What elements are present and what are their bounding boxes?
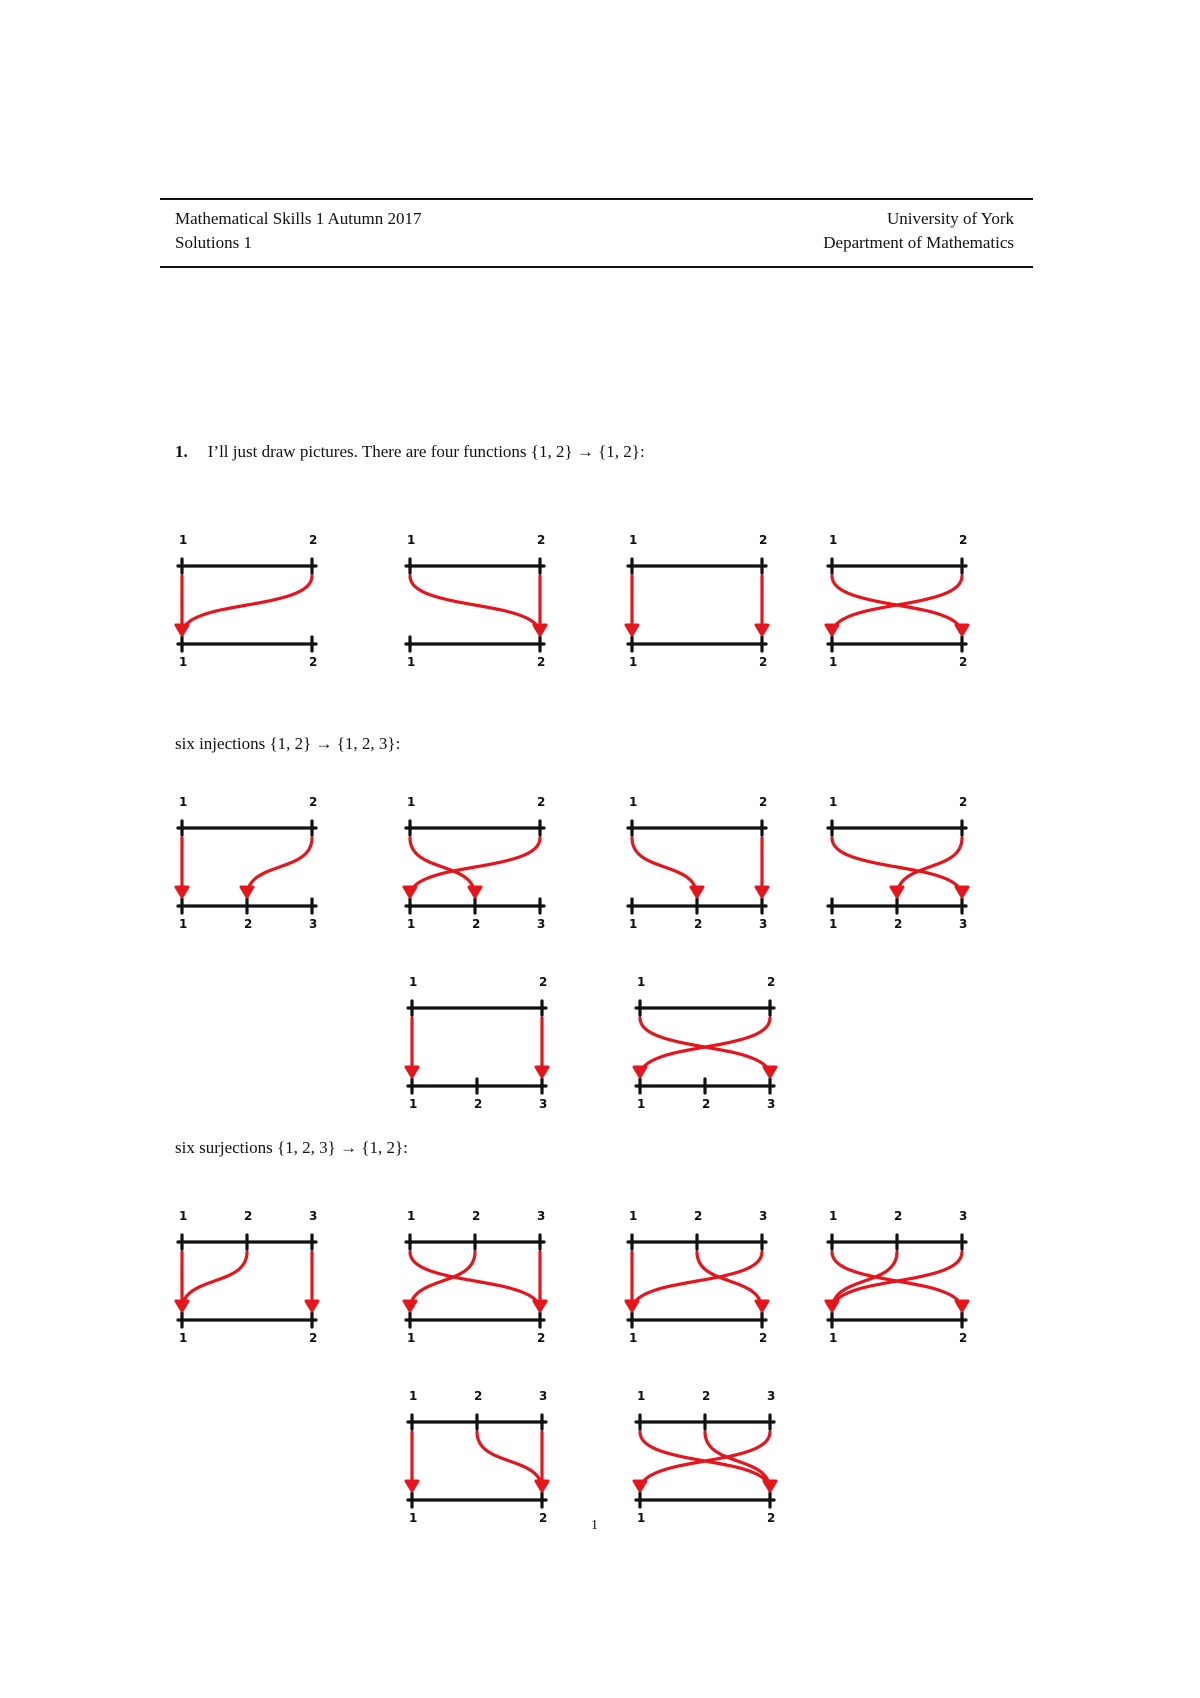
arrowhead [406,1067,418,1077]
arrowhead [756,887,768,897]
codomain-label: 2 [959,655,968,669]
header-rule-bottom [160,266,1033,268]
codomain-label: 1 [637,1511,646,1525]
codomain-label: 1 [629,1331,638,1345]
arrowhead [404,1301,416,1311]
map-arrow [897,838,962,896]
injection-diagram-5 [400,962,570,1112]
codomain-label: 2 [309,1331,318,1345]
codomain-label: 2 [767,1511,776,1525]
codomain-label: 1 [179,917,188,931]
question-number: 1. [175,442,188,461]
domain-label: 2 [702,1389,711,1403]
arrowhead [536,1481,548,1491]
arrowhead [536,1067,548,1077]
domain-label: 3 [537,1209,546,1223]
map-arrow [182,576,312,634]
arrowhead [306,1301,318,1311]
codomain-label: 2 [537,1331,546,1345]
map-arrow [632,838,697,896]
domain-label: 1 [829,795,838,809]
codomain-label: 2 [959,1331,968,1345]
domain-label: 2 [472,1209,481,1223]
surjection-diagram-3 [620,1196,790,1346]
arrowhead [469,887,481,897]
injection-diagram-6 [628,962,798,1112]
arrowhead [176,1301,188,1311]
map-arrow [410,838,475,896]
codomain-label: 3 [767,1097,776,1111]
function-diagram-3 [620,520,790,670]
arrowhead [626,1301,638,1311]
codomain-label: 2 [694,917,703,931]
domain-label: 2 [537,533,546,547]
arrowhead [406,1481,418,1491]
domain-label: 1 [409,975,418,989]
injection-diagram-4 [820,782,990,932]
codomain-label: 3 [959,917,968,931]
codomain-label: 2 [894,917,903,931]
arrowhead [691,887,703,897]
arrowhead [891,887,903,897]
codomain-label: 2 [309,655,318,669]
codomain-label: 3 [309,917,318,931]
arrowhead [956,1301,968,1311]
map-arrow [410,576,540,634]
injection-diagram-3 [620,782,790,932]
arrowhead [534,625,546,635]
codomain-label: 3 [759,917,768,931]
codomain-label: 2 [474,1097,483,1111]
codomain-label: 1 [829,1331,838,1345]
codomain-label: 2 [759,1331,768,1345]
codomain-label: 2 [244,917,253,931]
domain-label: 1 [409,1389,418,1403]
university-name: University of York [886,209,1014,228]
domain-label: 3 [539,1389,548,1403]
surjection-diagram-2 [398,1196,568,1346]
domain-label: 2 [539,975,548,989]
arrowhead [634,1067,646,1077]
map-arrow [247,838,312,896]
domain-label: 2 [309,533,318,547]
domain-label: 1 [407,1209,416,1223]
sheet-title: Solutions 1 [175,233,252,252]
domain-label: 3 [767,1389,776,1403]
codomain-label: 2 [702,1097,711,1111]
domain-label: 1 [407,795,416,809]
codomain-label: 1 [409,1511,418,1525]
codomain-label: 2 [537,655,546,669]
domain-label: 2 [244,1209,253,1223]
arrowhead [404,887,416,897]
domain-label: 1 [829,533,838,547]
domain-label: 1 [629,533,638,547]
map-arrow [705,1432,770,1490]
domain-label: 2 [309,795,318,809]
domain-label: 3 [309,1209,318,1223]
course-title: Mathematical Skills 1 Autumn 2017 [175,209,422,228]
map-arrow [697,1252,762,1310]
domain-label: 1 [637,1389,646,1403]
codomain-label: 1 [407,655,416,669]
arrowhead [764,1481,776,1491]
function-diagram-1 [170,520,340,670]
injection-diagram-2 [398,782,568,932]
domain-label: 1 [179,533,188,547]
map-arrow [477,1432,542,1490]
surjection-diagram-5 [400,1376,570,1526]
map-arrow [832,576,962,634]
codomain-label: 1 [179,655,188,669]
codomain-label: 3 [537,917,546,931]
domain-label: 2 [767,975,776,989]
codomain-label: 1 [407,1331,416,1345]
codomain-label: 3 [539,1097,548,1111]
arrowhead [634,1481,646,1491]
domain-label: 1 [179,1209,188,1223]
arrowhead [956,625,968,635]
domain-label: 2 [759,533,768,547]
arrowhead [534,1301,546,1311]
domain-label: 3 [759,1209,768,1223]
surjection-diagram-4 [820,1196,990,1346]
map-arrow [640,1018,770,1076]
header-rule-top [160,198,1033,200]
arrowhead [826,625,838,635]
function-diagram-2 [398,520,568,670]
surjection-diagram-1 [170,1196,340,1346]
injection-diagram-1 [170,782,340,932]
codomain-label: 1 [409,1097,418,1111]
domain-label: 2 [894,1209,903,1223]
surjection-diagram-6 [628,1376,798,1526]
codomain-label: 1 [179,1331,188,1345]
domain-label: 1 [407,533,416,547]
domain-label: 1 [629,795,638,809]
map-arrow [182,1252,247,1310]
codomain-label: 1 [637,1097,646,1111]
arrowhead [176,625,188,635]
arrowhead [764,1067,776,1077]
domain-label: 2 [759,795,768,809]
department-name: Department of Mathematics [823,233,1014,252]
domain-label: 1 [629,1209,638,1223]
codomain-label: 2 [539,1511,548,1525]
domain-label: 1 [179,795,188,809]
domain-label: 2 [959,533,968,547]
injections-heading: six injections {1, 2} → {1, 2, 3}: [175,734,401,753]
domain-label: 1 [829,1209,838,1223]
codomain-label: 1 [829,917,838,931]
domain-label: 2 [959,795,968,809]
arrowhead [956,887,968,897]
domain-label: 3 [959,1209,968,1223]
domain-label: 1 [637,975,646,989]
arrowhead [626,625,638,635]
map-arrow [410,1252,475,1310]
map-arrow [832,1252,897,1310]
question-line [175,441,645,463]
codomain-label: 2 [759,655,768,669]
codomain-label: 1 [629,917,638,931]
arrowhead [756,1301,768,1311]
question-intro: I’ll just draw pictures. There are four functions {1, 2} → {1, 2}: [207,442,645,461]
domain-label: 2 [474,1389,483,1403]
function-diagram-4 [820,520,990,670]
arrowhead [756,625,768,635]
codomain-label: 1 [629,655,638,669]
arrowhead [826,1301,838,1311]
arrowhead [176,887,188,897]
arrowhead [241,887,253,897]
codomain-label: 2 [472,917,481,931]
domain-label: 2 [537,795,546,809]
surjections-heading: six surjections {1, 2, 3} → {1, 2}: [175,1138,408,1157]
codomain-label: 1 [407,917,416,931]
page-number: 1 [591,1518,598,1533]
codomain-label: 1 [829,655,838,669]
domain-label: 2 [694,1209,703,1223]
